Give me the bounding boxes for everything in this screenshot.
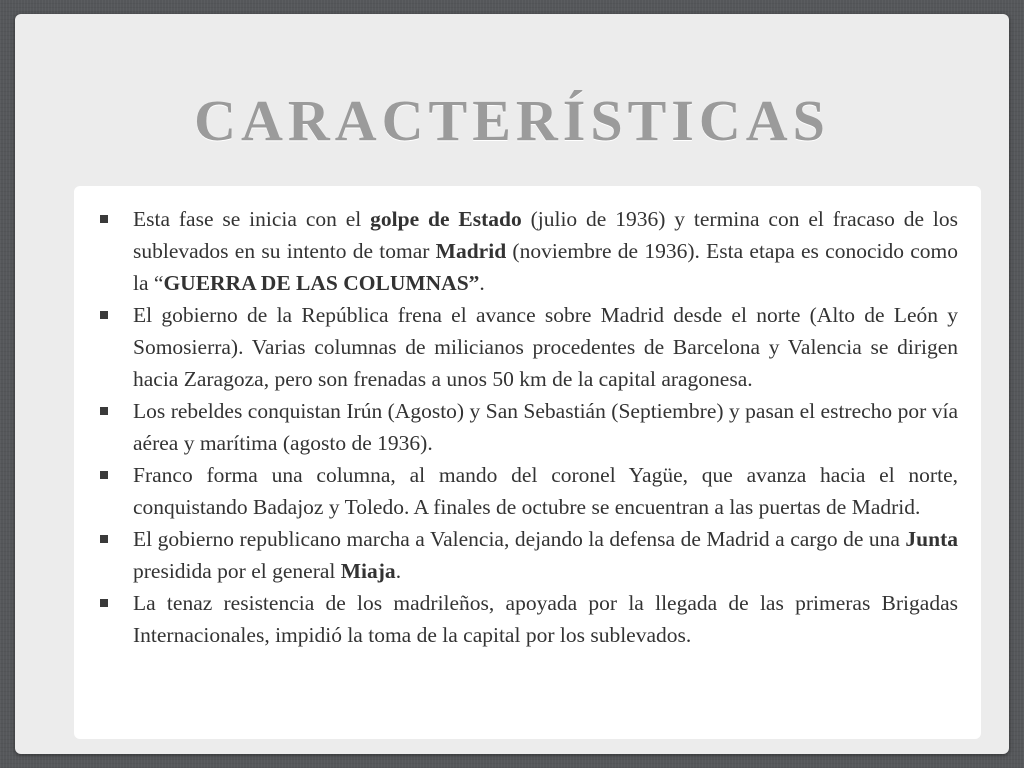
content-box: [74, 186, 981, 739]
bold-text-segment: Madrid: [435, 239, 507, 263]
text-segment: Los rebeldes conquistan Irún (Agosto) y San Sebastián (Septiembre) y pasan el estrecho por vía aérea y marítima (agosto de 1936).: [133, 399, 958, 455]
square-bullet-icon: [100, 311, 108, 319]
text-segment: Esta fase se inicia con el: [133, 207, 371, 231]
square-bullet-icon: [100, 407, 108, 415]
bullet-list: [97, 203, 958, 651]
text-segment: (julio de 1936) y termina con el fracaso de los sublevados en su intento de tomar: [133, 207, 958, 263]
text-segment: Franco forma una columna, al mando del coronel Yagüe, que avanza hacia el norte, conquistando Badajoz y Toledo. A finales de octubre se encuentran a las puertas de Madrid.: [133, 463, 958, 519]
bullet-text: [133, 207, 958, 295]
bullet-item: [97, 459, 958, 523]
bold-text-segment: Junta: [905, 527, 958, 551]
bullet-item: [97, 299, 958, 395]
bold-text-segment: golpe de Estado: [370, 207, 522, 231]
square-bullet-icon: [100, 599, 108, 607]
bullet-item: [97, 395, 958, 459]
square-bullet-icon: [100, 535, 108, 543]
text-segment: .: [479, 271, 485, 295]
text-segment: presidida por el general: [133, 559, 341, 583]
bold-text-segment: Miaja: [340, 559, 396, 583]
text-segment: (noviembre de 1936). Esta etapa es conocido como la “: [133, 239, 959, 295]
bold-text-segment: GUERRA DE LAS COLUMNAS”: [163, 271, 480, 295]
bullet-item: [97, 203, 958, 299]
text-segment: El gobierno de la República frena el avance sobre Madrid desde el norte (Alto de León y Somosierra). Varias columnas de milicianos procedentes de Barcelona y Valencia se dirigen hacia Zaragoza, pero son frenadas a unos 50 km de la capital aragonesa.: [133, 303, 958, 391]
slide: [15, 14, 1009, 754]
square-bullet-icon: [100, 215, 108, 223]
bullet-text: [133, 527, 958, 583]
slide-title: CARACTERÍSTICAS: [194, 88, 830, 153]
bullet-item: [97, 523, 958, 587]
bullet-text: [133, 303, 958, 391]
bullet-item: [97, 587, 958, 651]
bullet-text: [133, 591, 958, 647]
text-segment: El gobierno republicano marcha a Valencia, dejando la defensa de Madrid a cargo de una: [133, 527, 906, 551]
text-segment: La tenaz resistencia de los madrileños, apoyada por la llegada de las primeras Brigadas Internacionales, impidió la toma de la capital por los sublevados.: [133, 591, 958, 647]
bullet-text: [133, 463, 958, 519]
square-bullet-icon: [100, 471, 108, 479]
text-segment: .: [395, 559, 402, 583]
bullet-text: [133, 399, 958, 455]
